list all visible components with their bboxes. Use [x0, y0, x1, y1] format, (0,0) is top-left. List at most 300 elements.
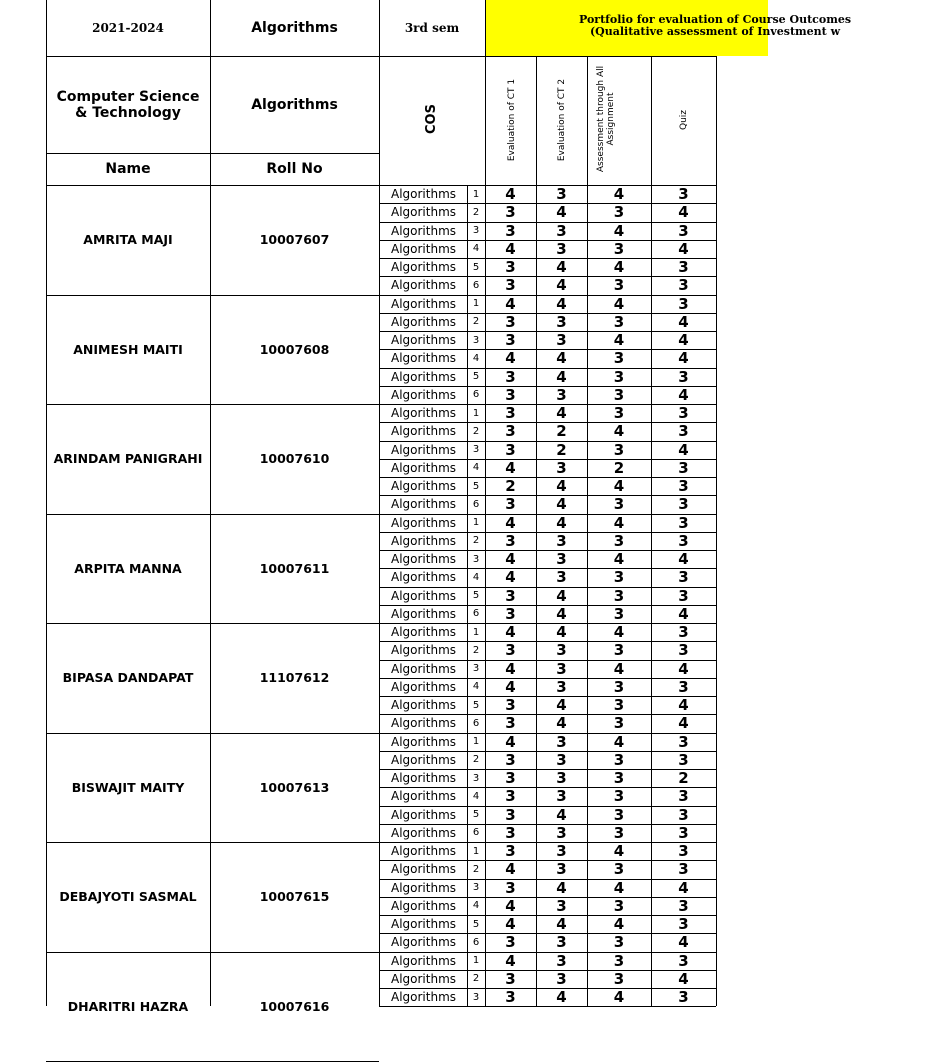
portfolio-line-1: Portfolio for evaluation of Course Outcomes — [578, 13, 852, 26]
score-cell: 4 — [678, 331, 689, 350]
row-co-number: 2 — [472, 863, 480, 875]
score-cell: 3 — [613, 531, 625, 550]
score-cell: 3 — [556, 823, 567, 842]
score-cell: 3 — [556, 860, 567, 879]
score-cell: 3 — [678, 750, 689, 769]
student-name: AMRITA MAJI — [83, 232, 173, 248]
score-cell: 3 — [556, 312, 567, 331]
score-cell: 4 — [678, 349, 689, 368]
score-cell: 4 — [556, 805, 567, 824]
score-cell: 3 — [678, 568, 689, 587]
score-cell: 4 — [556, 915, 567, 934]
row-subject: Algorithms — [391, 807, 457, 822]
score-cell: 3 — [678, 422, 689, 441]
score-cell: 3 — [613, 367, 625, 386]
row-subject: Algorithms — [391, 953, 457, 968]
student-name: BISWAJIT MAITY — [71, 779, 185, 795]
score-cell: 3 — [678, 677, 689, 696]
score-cell: 3 — [505, 422, 516, 441]
score-cell: 4 — [556, 586, 567, 605]
subject-cell: Algorithms — [251, 96, 338, 113]
score-cell: 4 — [678, 659, 689, 678]
score-cell: 3 — [505, 641, 516, 660]
row-co-number: 1 — [472, 845, 480, 857]
row-subject: Algorithms — [391, 223, 457, 238]
score-cell: 4 — [678, 550, 689, 569]
row-co-number: 6 — [472, 279, 480, 291]
score-cell: 3 — [613, 276, 625, 295]
row-co-number: 3 — [472, 553, 480, 565]
score-cell: 3 — [556, 933, 567, 952]
student-name: DEBAJYOTI SASMAL — [59, 889, 197, 905]
score-cell: 3 — [505, 823, 516, 842]
row-subject: Algorithms — [391, 460, 457, 475]
row-subject: Algorithms — [391, 734, 457, 749]
score-cell: 4 — [613, 294, 625, 313]
score-cell: 3 — [613, 586, 625, 605]
row-subject: Algorithms — [391, 679, 457, 694]
score-cell: 4 — [505, 915, 516, 934]
score-cell: 4 — [505, 294, 516, 313]
score-cell: 3 — [678, 276, 689, 295]
row-co-number: 1 — [472, 955, 480, 967]
row-subject: Algorithms — [391, 771, 457, 786]
row-subject: Algorithms — [391, 552, 457, 567]
row-subject: Algorithms — [391, 205, 457, 220]
row-co-number: 4 — [472, 352, 480, 364]
score-cell: 4 — [556, 878, 567, 897]
row-co-number: 6 — [472, 608, 480, 620]
score-cell: 3 — [556, 531, 567, 550]
score-cell: 4 — [556, 477, 567, 496]
score-cell: 3 — [613, 805, 625, 824]
row-subject: Algorithms — [391, 898, 457, 913]
score-cell: 3 — [505, 258, 516, 277]
row-subject: Algorithms — [391, 278, 457, 293]
score-cell: 4 — [556, 294, 567, 313]
score-cell: 3 — [556, 969, 567, 988]
row-subject: Algorithms — [391, 187, 457, 202]
score-cell: 4 — [505, 623, 516, 642]
student-roll: 10007607 — [259, 232, 330, 248]
student-name: ANIMESH MAITI — [73, 341, 183, 357]
roll-header: Roll No — [266, 161, 323, 177]
score-cell: 4 — [556, 367, 567, 386]
row-co-number: 4 — [472, 571, 480, 583]
row-co-number: 5 — [472, 480, 480, 492]
score-cell: 4 — [678, 969, 689, 988]
score-cell: 2 — [613, 458, 625, 477]
score-cell: 3 — [613, 951, 625, 970]
row-co-number: 5 — [472, 918, 480, 930]
score-cell: 4 — [505, 568, 516, 587]
score-cell: 3 — [678, 185, 689, 204]
score-cell: 3 — [678, 787, 689, 806]
score-cell: 4 — [505, 349, 516, 368]
row-co-number: 5 — [472, 261, 480, 273]
score-cell: 3 — [678, 860, 689, 879]
score-cell: 4 — [505, 513, 516, 532]
score-cell: 2 — [678, 769, 689, 788]
score-cell: 4 — [556, 604, 567, 623]
student-roll: 10007616 — [259, 998, 330, 1014]
score-cell: 4 — [556, 203, 567, 222]
assessment-header-assignment: Assessment through All Assignment — [596, 65, 616, 173]
score-cell: 3 — [678, 294, 689, 313]
score-cell: 4 — [556, 276, 567, 295]
score-cell: 3 — [613, 677, 625, 696]
score-cell: 4 — [613, 258, 625, 277]
name-header: Name — [105, 161, 151, 177]
row-subject: Algorithms — [391, 333, 457, 348]
score-cell: 3 — [556, 787, 567, 806]
score-cell: 3 — [613, 787, 625, 806]
row-co-number: 3 — [472, 772, 480, 784]
score-cell: 4 — [613, 842, 625, 861]
score-cell: 3 — [613, 404, 625, 423]
score-cell: 4 — [678, 878, 689, 897]
score-cell: 4 — [613, 732, 625, 751]
subject-title-cell: Algorithms — [251, 20, 338, 36]
score-cell: 3 — [613, 349, 625, 368]
score-cell: 4 — [505, 185, 516, 204]
score-cell: 3 — [678, 988, 689, 1007]
score-cell: 2 — [556, 440, 567, 459]
row-subject: Algorithms — [391, 606, 457, 621]
row-subject: Algorithms — [391, 752, 457, 767]
score-cell: 3 — [613, 203, 625, 222]
row-subject: Algorithms — [391, 442, 457, 457]
score-cell: 4 — [678, 239, 689, 258]
score-cell: 3 — [678, 477, 689, 496]
score-cell: 4 — [505, 951, 516, 970]
score-cell: 3 — [678, 641, 689, 660]
score-cell: 3 — [678, 823, 689, 842]
score-cell: 3 — [505, 312, 516, 331]
score-cell: 4 — [613, 659, 625, 678]
score-cell: 3 — [613, 641, 625, 660]
row-co-number: 3 — [472, 225, 480, 237]
score-cell: 3 — [556, 331, 567, 350]
score-cell: 3 — [678, 623, 689, 642]
score-cell: 3 — [505, 203, 516, 222]
row-subject: Algorithms — [391, 588, 457, 603]
score-cell: 3 — [678, 495, 689, 514]
row-co-number: 6 — [472, 936, 480, 948]
row-subject: Algorithms — [391, 661, 457, 676]
row-co-number: 6 — [472, 717, 480, 729]
row-subject: Algorithms — [391, 424, 457, 439]
score-cell: 3 — [556, 185, 567, 204]
student-roll: 10007611 — [259, 560, 330, 576]
row-subject: Algorithms — [391, 479, 457, 494]
score-cell: 3 — [556, 842, 567, 861]
row-co-number: 6 — [472, 389, 480, 401]
score-cell: 3 — [505, 842, 516, 861]
score-cell: 3 — [505, 586, 516, 605]
row-subject: Algorithms — [391, 625, 457, 640]
score-cell: 3 — [678, 531, 689, 550]
score-cell: 2 — [556, 422, 567, 441]
student-name: ARINDAM PANIGRAHI — [53, 451, 203, 467]
score-cell: 4 — [505, 896, 516, 915]
row-subject: Algorithms — [391, 515, 457, 530]
score-cell: 4 — [613, 623, 625, 642]
score-cell: 3 — [505, 440, 516, 459]
score-cell: 3 — [613, 823, 625, 842]
row-co-number: 5 — [472, 590, 480, 602]
student-roll: 10007610 — [259, 451, 330, 467]
score-cell: 4 — [556, 349, 567, 368]
row-co-number: 2 — [472, 425, 480, 437]
score-cell: 3 — [505, 221, 516, 240]
department-cell: Computer Science & Technology — [56, 88, 200, 121]
row-co-number: 4 — [472, 790, 480, 802]
student-roll: 10007615 — [259, 889, 330, 905]
portfolio-title — [485, 14, 945, 38]
student-roll: 10007608 — [259, 341, 330, 357]
score-cell: 3 — [505, 385, 516, 404]
row-subject: Algorithms — [391, 935, 457, 950]
score-cell: 3 — [678, 367, 689, 386]
score-cell: 3 — [613, 568, 625, 587]
score-cell: 3 — [556, 221, 567, 240]
row-subject: Algorithms — [391, 990, 457, 1005]
score-cell: 4 — [505, 732, 516, 751]
row-subject: Algorithms — [391, 716, 457, 731]
portfolio-line-2: (Qualitative assessment of Investment w — [589, 25, 841, 38]
grid-line — [46, 153, 379, 154]
semester-cell: 3rd sem — [404, 21, 460, 35]
row-subject: Algorithms — [391, 570, 457, 585]
row-co-number: 2 — [472, 644, 480, 656]
score-cell: 4 — [678, 440, 689, 459]
score-cell: 3 — [613, 495, 625, 514]
row-subject: Algorithms — [391, 369, 457, 384]
row-subject: Algorithms — [391, 314, 457, 329]
score-cell: 3 — [613, 769, 625, 788]
score-cell: 3 — [556, 385, 567, 404]
score-cell: 3 — [678, 732, 689, 751]
row-co-number: 2 — [472, 535, 480, 547]
score-cell: 4 — [505, 239, 516, 258]
score-cell: 4 — [613, 221, 625, 240]
score-cell: 4 — [678, 604, 689, 623]
score-cell: 3 — [556, 568, 567, 587]
score-cell: 3 — [678, 896, 689, 915]
row-subject: Algorithms — [391, 643, 457, 658]
portfolio-banner — [485, 0, 852, 56]
score-cell: 4 — [678, 696, 689, 715]
row-subject: Algorithms — [391, 862, 457, 877]
score-cell: 4 — [613, 477, 625, 496]
row-subject: Algorithms — [391, 241, 457, 256]
score-cell: 3 — [505, 988, 516, 1007]
score-cell: 3 — [678, 842, 689, 861]
assessment-header-ct2: Evaluation of CT 2 — [557, 78, 567, 162]
grid-line — [46, 56, 485, 57]
score-cell: 3 — [613, 385, 625, 404]
row-co-number: 4 — [472, 900, 480, 912]
score-cell: 3 — [505, 769, 516, 788]
score-cell: 3 — [505, 404, 516, 423]
row-co-number: 2 — [472, 206, 480, 218]
score-cell: 3 — [678, 586, 689, 605]
score-cell: 4 — [556, 513, 567, 532]
row-co-number: 5 — [472, 809, 480, 821]
score-cell: 3 — [505, 531, 516, 550]
row-co-number: 6 — [472, 827, 480, 839]
row-subject: Algorithms — [391, 351, 457, 366]
score-cell: 4 — [505, 860, 516, 879]
score-cell: 3 — [556, 951, 567, 970]
score-cell: 3 — [613, 714, 625, 733]
score-cell: 4 — [556, 696, 567, 715]
row-subject: Algorithms — [391, 698, 457, 713]
row-subject: Algorithms — [391, 387, 457, 402]
score-cell: 4 — [556, 714, 567, 733]
score-cell: 4 — [556, 404, 567, 423]
row-co-number: 2 — [472, 316, 480, 328]
row-co-number: 5 — [472, 699, 480, 711]
score-cell: 4 — [505, 550, 516, 569]
grid-line — [379, 1006, 716, 1007]
score-cell: 4 — [505, 677, 516, 696]
row-co-number: 1 — [472, 298, 480, 310]
score-cell: 3 — [613, 896, 625, 915]
score-cell: 4 — [556, 623, 567, 642]
score-cell: 3 — [613, 604, 625, 623]
score-cell: 4 — [613, 422, 625, 441]
score-cell: 2 — [505, 477, 516, 496]
row-co-number: 1 — [472, 626, 480, 638]
score-cell: 4 — [556, 258, 567, 277]
score-cell: 4 — [613, 513, 625, 532]
score-cell: 3 — [556, 769, 567, 788]
score-cell: 4 — [613, 185, 625, 204]
score-cell: 4 — [678, 312, 689, 331]
row-subject: Algorithms — [391, 260, 457, 275]
row-co-number: 3 — [472, 882, 480, 894]
score-cell: 3 — [613, 239, 625, 258]
row-co-number: 4 — [472, 243, 480, 255]
student-roll: 11107612 — [259, 670, 330, 686]
score-cell: 3 — [556, 641, 567, 660]
score-cell: 3 — [505, 933, 516, 952]
score-cell: 3 — [556, 550, 567, 569]
score-cell: 4 — [613, 915, 625, 934]
student-name: ARPITA MANNA — [74, 560, 182, 576]
score-cell: 3 — [556, 896, 567, 915]
score-cell: 3 — [678, 221, 689, 240]
score-cell: 4 — [613, 331, 625, 350]
score-cell: 4 — [505, 458, 516, 477]
row-subject: Algorithms — [391, 917, 457, 932]
score-cell: 3 — [556, 732, 567, 751]
score-cell: 3 — [505, 696, 516, 715]
score-cell: 4 — [613, 550, 625, 569]
row-subject: Algorithms — [391, 296, 457, 311]
score-cell: 3 — [505, 714, 516, 733]
row-co-number: 2 — [472, 754, 480, 766]
student-name: DHARITRI HAZRA — [67, 998, 189, 1014]
row-co-number: 5 — [472, 371, 480, 383]
row-co-number: 2 — [472, 973, 480, 985]
score-cell: 3 — [505, 367, 516, 386]
row-subject: Algorithms — [391, 406, 457, 421]
score-cell: 3 — [556, 677, 567, 696]
row-subject: Algorithms — [391, 497, 457, 512]
assessment-header-quiz: Quiz — [679, 110, 689, 131]
score-cell: 3 — [505, 787, 516, 806]
score-cell: 3 — [613, 696, 625, 715]
score-cell: 3 — [505, 805, 516, 824]
row-co-number: 1 — [472, 407, 480, 419]
score-cell: 3 — [678, 458, 689, 477]
score-cell: 3 — [505, 878, 516, 897]
cos-header: COS — [424, 104, 439, 134]
score-cell: 3 — [613, 860, 625, 879]
score-cell: 4 — [613, 878, 625, 897]
score-cell: 3 — [505, 969, 516, 988]
score-cell: 4 — [678, 714, 689, 733]
row-co-number: 1 — [472, 188, 480, 200]
score-cell: 3 — [505, 604, 516, 623]
row-subject: Algorithms — [391, 971, 457, 986]
row-subject: Algorithms — [391, 533, 457, 548]
score-cell: 3 — [678, 258, 689, 277]
score-cell: 3 — [678, 513, 689, 532]
score-cell: 4 — [556, 495, 567, 514]
grid-line — [716, 56, 717, 1006]
score-cell: 3 — [505, 750, 516, 769]
row-co-number: 3 — [472, 444, 480, 456]
student-roll: 10007613 — [259, 779, 330, 795]
score-cell: 4 — [505, 659, 516, 678]
score-cell: 4 — [678, 385, 689, 404]
grid-line — [485, 56, 716, 57]
score-cell: 3 — [678, 404, 689, 423]
score-cell: 3 — [505, 276, 516, 295]
score-cell: 3 — [613, 933, 625, 952]
score-cell: 4 — [556, 988, 567, 1007]
score-cell: 3 — [678, 805, 689, 824]
score-cell: 3 — [556, 659, 567, 678]
score-cell: 4 — [678, 933, 689, 952]
year-cell: 2021-2024 — [92, 21, 164, 35]
row-co-number: 6 — [472, 498, 480, 510]
score-cell: 3 — [678, 915, 689, 934]
score-cell: 3 — [556, 239, 567, 258]
row-co-number: 4 — [472, 681, 480, 693]
row-co-number: 1 — [472, 736, 480, 748]
score-cell: 4 — [613, 988, 625, 1007]
score-cell: 3 — [613, 440, 625, 459]
score-cell: 3 — [556, 750, 567, 769]
row-co-number: 3 — [472, 991, 480, 1003]
row-co-number: 3 — [472, 334, 480, 346]
row-subject: Algorithms — [391, 825, 457, 840]
score-cell: 3 — [613, 969, 625, 988]
assessment-header-ct1: Evaluation of CT 1 — [507, 78, 517, 162]
student-name: BIPASA DANDAPAT — [62, 670, 194, 686]
row-subject: Algorithms — [391, 789, 457, 804]
row-co-number: 3 — [472, 663, 480, 675]
score-cell: 3 — [678, 951, 689, 970]
row-subject: Algorithms — [391, 880, 457, 895]
score-cell: 3 — [505, 495, 516, 514]
row-co-number: 4 — [472, 462, 480, 474]
